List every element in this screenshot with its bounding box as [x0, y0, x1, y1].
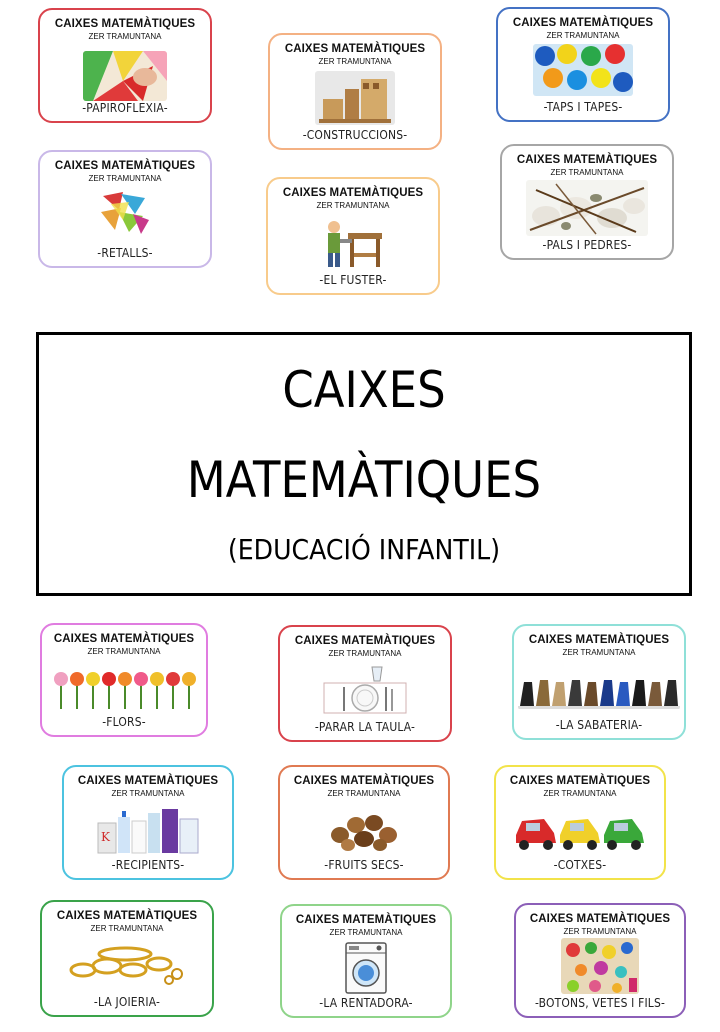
nuts-icon: [326, 805, 402, 853]
card-cotxes: [494, 765, 666, 880]
card-label: -RETALLS-: [97, 245, 153, 260]
cover-subtitle: (EDUCACIÓ INFANTIL): [227, 533, 501, 566]
card-flors: [40, 623, 208, 737]
card-parar-la-taula: [278, 625, 452, 742]
card-label: -EL FUSTER-: [319, 272, 387, 287]
svg-text:K: K: [101, 830, 110, 844]
card-label: -RECIPIENTS-: [111, 857, 185, 872]
card-subheader: ZER TRAMUNTANA: [318, 57, 392, 66]
card-subheader: ZER TRAMUNTANA: [327, 789, 401, 798]
card-header: CAIXES MATEMÀTIQUES: [529, 913, 671, 925]
card-label: -FRUITS SECS-: [324, 857, 404, 872]
card-header: CAIXES MATEMÀTIQUES: [293, 775, 435, 787]
card-subheader: ZER TRAMUNTANA: [543, 789, 617, 798]
card-subheader: ZER TRAMUNTANA: [88, 32, 162, 41]
card-subheader: ZER TRAMUNTANA: [550, 168, 624, 177]
card-la-rentadora: [280, 904, 452, 1018]
card-la-joieria: [40, 900, 214, 1017]
wooden-blocks-icon: [315, 71, 395, 125]
card-header: CAIXES MATEMÀTIQUES: [56, 910, 198, 922]
card-subheader: ZER TRAMUNTANA: [562, 648, 636, 657]
paper-scraps-icon: [99, 190, 151, 236]
card-el-fuster: [266, 177, 440, 295]
cover-title-line1: CAIXES: [282, 361, 446, 419]
card-label: -CONSTRUCCIONS-: [302, 127, 408, 142]
card-retalls: [38, 150, 212, 268]
buttons-threads-icon: [561, 938, 639, 994]
card-label: -PAPIROFLEXIA-: [82, 100, 168, 115]
card-label: -FLORS-: [102, 714, 146, 729]
card-taps-i-tapes: [496, 7, 670, 122]
cover-title-box: [36, 332, 692, 596]
card-label: -LA JOIERIA-: [93, 994, 161, 1009]
card-header: CAIXES MATEMÀTIQUES: [295, 914, 437, 926]
card-la-sabateria: [512, 624, 686, 740]
card-recipients: [62, 765, 234, 880]
card-papiroflexia: [38, 8, 212, 123]
card-subheader: ZER TRAMUNTANA: [316, 201, 390, 210]
card-label: -TAPS I TAPES-: [543, 99, 623, 114]
card-label: -COTXES-: [553, 857, 607, 872]
card-header: CAIXES MATEMÀTIQUES: [54, 160, 196, 172]
card-subheader: ZER TRAMUNTANA: [87, 647, 161, 656]
card-fruits-secs: [278, 765, 450, 880]
card-header: CAIXES MATEMÀTIQUES: [53, 633, 195, 645]
origami-icon: [83, 51, 167, 101]
card-header: CAIXES MATEMÀTIQUES: [516, 154, 658, 166]
card-label: -BOTONS, VETES I FILS-: [534, 995, 666, 1010]
card-subheader: ZER TRAMUNTANA: [88, 174, 162, 183]
sticks-stones-icon: [526, 180, 648, 236]
card-label: -PARAR LA TAULA-: [314, 719, 416, 734]
card-pals-i-pedres: [500, 144, 674, 260]
card-label: -PALS I PEDRES-: [542, 237, 632, 252]
card-label: -LA SABATERIA-: [555, 717, 643, 732]
flowers-icon: [49, 669, 199, 711]
card-subheader: ZER TRAMUNTANA: [111, 789, 185, 798]
card-subheader: ZER TRAMUNTANA: [546, 31, 620, 40]
carpenter-icon: [318, 217, 388, 271]
card-header: CAIXES MATEMÀTIQUES: [528, 634, 670, 646]
cover-title-line2: MATEMÀTIQUES: [186, 451, 542, 509]
containers-icon: [96, 803, 200, 855]
place-setting-icon: [320, 665, 410, 715]
card-subheader: ZER TRAMUNTANA: [563, 927, 637, 936]
card-header: CAIXES MATEMÀTIQUES: [284, 43, 426, 55]
card-subheader: ZER TRAMUNTANA: [90, 924, 164, 933]
jewelry-icon: [65, 940, 189, 988]
card-header: CAIXES MATEMÀTIQUES: [54, 18, 196, 30]
washing-machine-icon: [345, 942, 387, 994]
card-header: CAIXES MATEMÀTIQUES: [294, 635, 436, 647]
card-subheader: ZER TRAMUNTANA: [328, 649, 402, 658]
card-botons-vetes-i-fils: [514, 903, 686, 1018]
card-header: CAIXES MATEMÀTIQUES: [282, 187, 424, 199]
card-subheader: ZER TRAMUNTANA: [329, 928, 403, 937]
card-construccions: [268, 33, 442, 150]
bottle-caps-icon: [533, 44, 633, 96]
shoes-icon: [518, 674, 680, 710]
card-label: -LA RENTADORA-: [319, 995, 413, 1010]
card-header: CAIXES MATEMÀTIQUES: [512, 17, 654, 29]
card-header: CAIXES MATEMÀTIQUES: [509, 775, 651, 787]
card-header: CAIXES MATEMÀTIQUES: [77, 775, 219, 787]
toy-cars-icon: [514, 805, 646, 855]
